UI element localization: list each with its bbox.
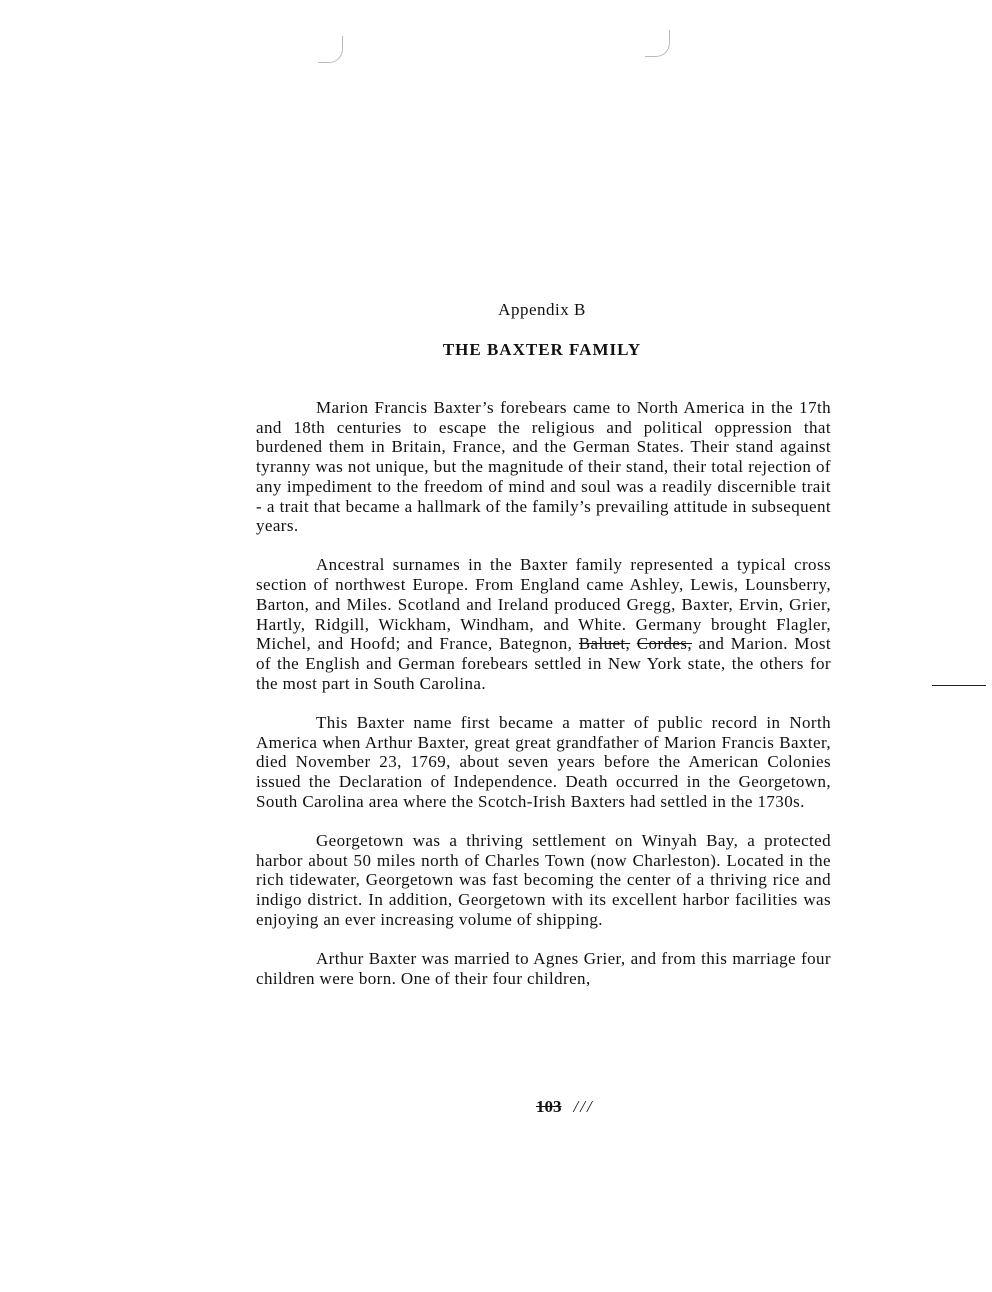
punch-hole-mark-right — [645, 30, 670, 57]
appendix-heading: Appendix B — [498, 300, 586, 319]
paragraph-2-text-before: Ancestral surnames in the Baxter family represented a typical cross section of northwest Europe. From England came Ashley, Lewis, Lounsberry, Barton, and Miles. Scotland and Ireland produced Gregg, Baxter, Ervin, Grier, Hartly, Ridgill, Wickham, Windham, and White. Germany brought Flagler, Michel, and Hoofd; and France, Bategnon, — [256, 555, 831, 654]
paragraph-2-text-after: and Marion. Most of the English and German forebears settled in New York state, the others for the most part in South Carolina. — [256, 634, 831, 693]
struck-surname-cordes: Cordes, — [636, 634, 692, 654]
paragraph-4: Georgetown was a thriving settlement on Winyah Bay, a protected harbor about 50 miles north of Charles Town (now Charleston). Located in the rich tidewater, Georgetown was fast becoming the center of a thriving rice and indigo district. In addition, Georgetown with its excellent harbor facilities was enjoying an ever increasing volume of shipping. — [256, 830, 831, 929]
struck-surname-baluet: Baluet, — [578, 634, 631, 654]
margin-correction-mark — [932, 685, 986, 686]
handwritten-page-number: /// — [573, 1097, 594, 1116]
paragraph-2 — [256, 555, 831, 693]
paragraph-1: Marion Francis Baxter’s forebears came to North America in the 17th and 18th centuries to escape the religious and political oppression that burdened them in Britain, France, and the German States. Their stand against tyranny was not unique, but the magnitude of their stand, their total rejection of any impediment to the freedom of mind and soul was a readily discernible trait - a trait that became a hallmark of the family’s prevailing attitude in subsequent years. — [256, 398, 831, 536]
document-title: THE BAXTER FAMILY — [442, 340, 642, 359]
struck-page-number: 103 — [536, 1097, 562, 1116]
body-text — [256, 398, 831, 1008]
paragraph-5: Arthur Baxter was married to Agnes Grier, and from this marriage four children were born. One of their four children, — [256, 948, 831, 988]
page-number — [536, 1097, 594, 1117]
punch-hole-mark-left — [318, 36, 343, 63]
paragraph-3: This Baxter name first became a matter of public record in North America when Arthur Baxter, great great grandfather of Marion Francis Baxter, died November 23, 1769, about seven years before the American Colonies issued the Declaration of Independence. Death occurred in the Georgetown, South Carolina area where the Scotch-Irish Baxters had settled in the 1730s. — [256, 712, 831, 811]
